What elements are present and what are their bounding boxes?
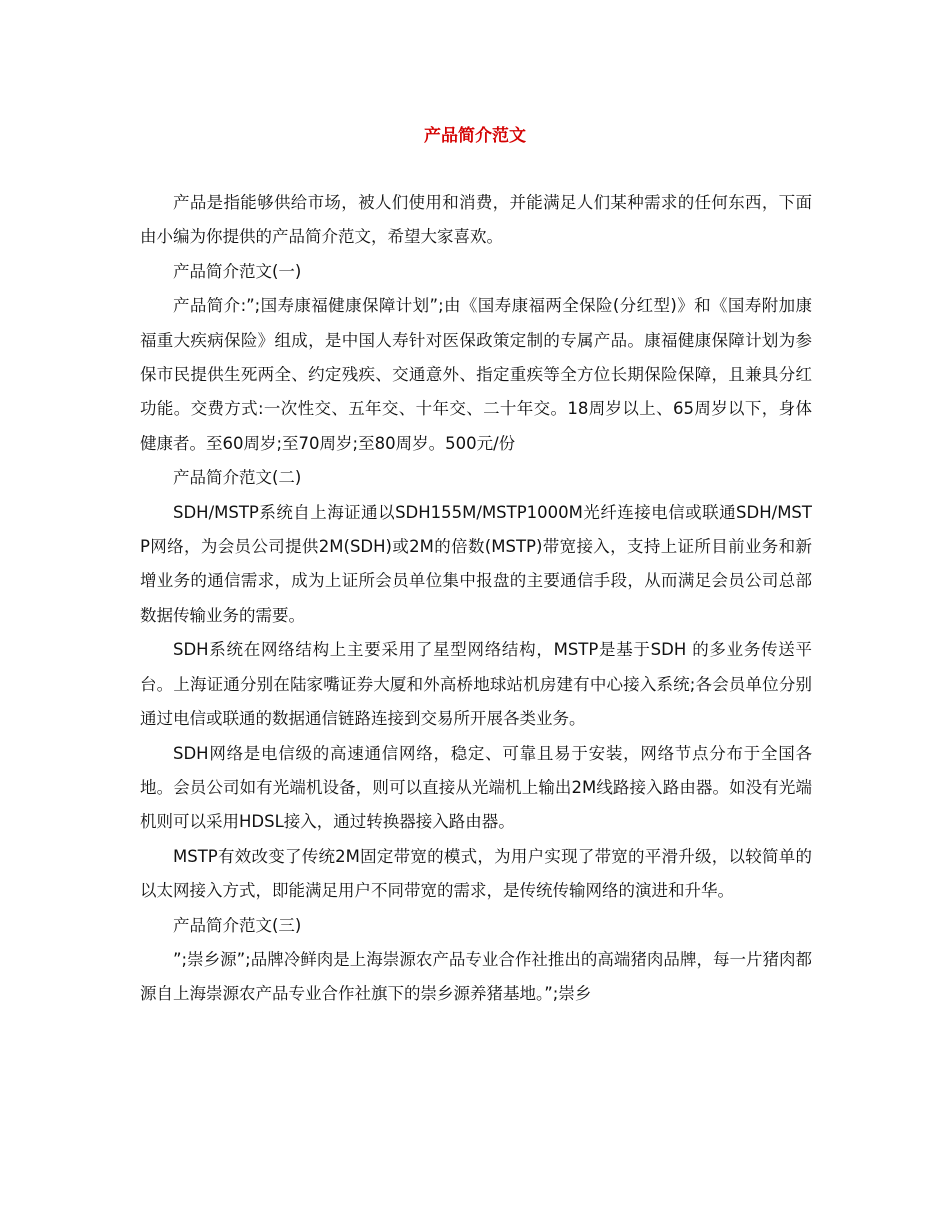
paragraph-intro: 产品是指能够供给市场，被人们使用和消费，并能满足人们某种需求的任何东西，下面由小编为你提供的产品简介范文，希望大家喜欢。 xyxy=(140,193,812,247)
section-heading-1: 产品简介范文(一) xyxy=(173,261,302,281)
paragraph-sdh-structure: SDH系统在网络结构上主要采用了星型网络结构，MSTP是基于SDH 的多业务传送平台。上海证通分别在陆家嘴证券大厦和外高桥地球站机房建有中心接入系统;各会员单位分别通过电信或联通的数据通信链路连接到交易所开展各类业务。 xyxy=(140,640,812,729)
paragraph-insurance: 产品简介:”;国寿康福健康保障计划”;由《国寿康福两全保险(分红型)》和《国寿附加康福重大疾病保险》组成，是中国人寿针对医保政策定制的专属产品。康福健康保障计划为参保市民提供生死两全、约定残疾、交通意外、指定重疾等全方位长期保险保障，且兼具分红功能。交费方式:一次性交、五年交、十年交、二十年交。18周岁以上、65周岁以下，身体健康者。至60周岁;至70周岁;至80周岁。500元/份 xyxy=(140,296,812,453)
paragraph-pork-brand: ”;崇乡源”;品牌冷鲜肉是上海崇源农产品专业合作社推出的高端猪肉品牌，每一片猪肉都源自上海崇源农产品专业合作社旗下的崇乡源养猪基地。”;崇乡 xyxy=(140,949,812,1004)
paragraph-mstp: MSTP有效改变了传统2M固定带宽的模式，为用户实现了带宽的平滑升级，以较简单的以太网接入方式，即能满足用户不同带宽的需求，是传统传输网络的演进和升华。 xyxy=(140,846,812,901)
document-title: 产品简介范文 xyxy=(424,126,526,146)
section-heading-3: 产品简介范文(三) xyxy=(173,915,302,935)
paragraph-sdh-network: SDH网络是电信级的高速通信网络，稳定、可靠且易于安装，网络节点分布于全国各地。会员公司如有光端机设备，则可以直接从光端机上输出2M线路接入路由器。如没有光端机则可以采用HDSL接入，通过转换器接入路由器。 xyxy=(140,743,812,832)
paragraph-sdh-mstp: SDH/MSTP系统自上海证通以SDH155M/MSTP1000M光纤连接电信或联通SDH/MSTP网络，为会员公司提供2M(SDH)或2M的倍数(MSTP)带宽接入，支持上证所目前业务和新增业务的通信需求，成为上证所会员单位集中报盘的主要通信手段，从而满足会员公司总部数据传输业务的需要。 xyxy=(140,502,812,625)
document-body xyxy=(140,186,812,1012)
section-heading-2: 产品简介范文(二) xyxy=(173,468,302,488)
